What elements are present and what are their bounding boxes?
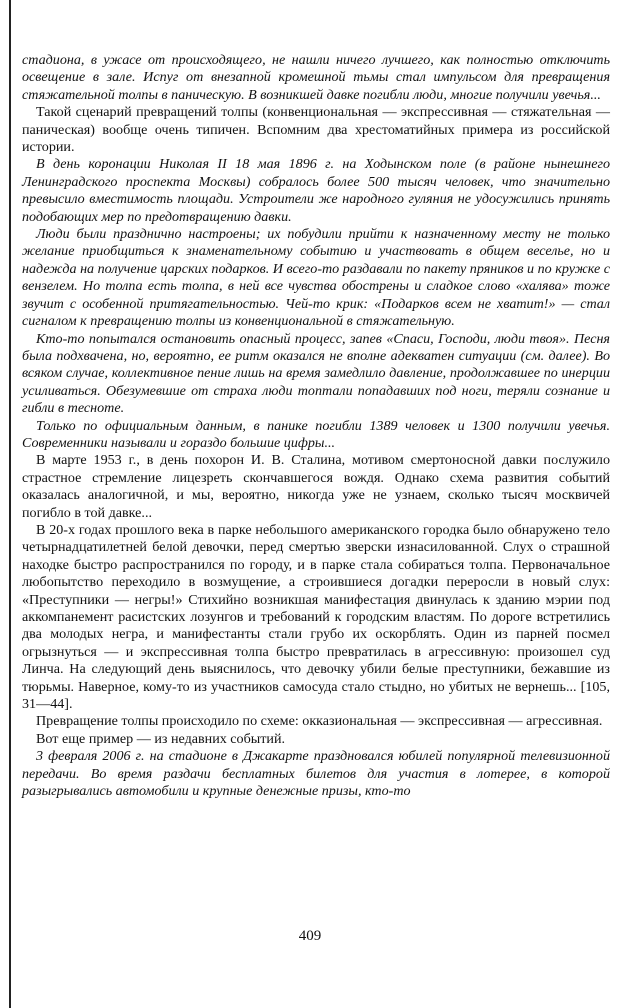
paragraph-6: Только по официальным данным, в панике погибли 1389 человек и 1300 получили увечья. Современники называли и гораздо большие цифры...	[22, 417, 610, 451]
paragraph-9: Превращение толпы происходило по схеме: окказиональная — экспрессивная — агрессивная.	[36, 713, 603, 730]
page-edge-line	[9, 0, 11, 1008]
paragraph-5: Кто-то попытался остановить опасный процесс, запев «Спаси, Господи, люди твоя». Песня была подхвачена, но, вероятно, ее ритм оказался не вполне адекватен ситуации (см. далее). Во всяком случае, коллективное пение лишь на время замедлило давление, продолжавшее по инерции усиливаться. Обезумевшие от страха люди топтали попадавших под ноги, теряли сознание и гибли в тесноте.	[22, 330, 610, 417]
paragraph-10: Вот еще пример — из недавних событий.	[36, 730, 286, 747]
paragraph-11: 3 февраля 2006 г. на стадионе в Джакарте праздновался юбилей популярной телевизионной передачи. Во время раздачи бесплатных билетов для участия в лотерее, в которой разыгрывались автомобили и крупные денежные призы, кто-то	[22, 748, 610, 800]
page-text	[22, 52, 610, 800]
paragraph-8: В 20-х годах прошлого века в парке небольшого американского городка было обнаружено тело четырнадцатилетней белой девочки, перед смертью зверски изнасилованной. Слух о страшной находке быстро распространился по городу, и в парке стала собираться толпа. Первоначальное любопытство переходило в возмущение, а строившиеся догадки переросли в новый слух: «Преступники — негры!» Стихийно возникшая манифестация двинулась к зданию мэрии под аккомпанемент расистских лозунгов и требований к городским властям. По дороге встретились два молодых негра, и манифестанты стали грубо их оскорблять. Один из парней посмел огрызнуться — и экспрессивная толпа быстро превратилась в агрессивную: произошел суд Линча. На следующий день выяснилось, что девочку убили белые преступники, бежавшие из тюрьмы. Наверное, кому-то из участников самосуда стало стыдно, но убитых не вернешь... [105, 31—44].	[22, 521, 610, 713]
paragraph-4: Люди были празднично настроены; их побудили прийти к назначенному месту не только желание приобщиться к знаменательному событию и участвовать в общем веселье, но и надежда на получение царских подарков. И всего-то раздавали по пакету пряников и по кружке с вензелем. Но толпа есть толпа, в ней все чувства обострены и сладкое слово «халява» тоже звучит с особенной притягательностью. Чей-то крик: «Подарков всем не хватит!» — стал сигналом к превращению толпы из конвенциональной в стяжательную.	[22, 226, 610, 330]
paragraph-1: стадиона, в ужасе от происходящего, не нашли ничего лучшего, как полностью отключить освещение в зале. Испуг от внезапной кромешной тьмы стал импульсом для превращения стяжательной толпы в паническую. В возникшей давке погибли люди, многие получили увечья...	[22, 52, 610, 103]
paragraph-2: Такой сценарий превращений толпы (конвенциональная — экспрессивная — стяжательная — паническая) вообще очень типичен. Вспомним два хрестоматийных примера из российской истории.	[22, 104, 610, 156]
page-number: 409	[298, 928, 322, 944]
paragraph-7: В марте 1953 г., в день похорон И. В. Сталина, мотивом смертоносной давки послужило страстное стремление лицезреть скончавшегося вождя. Однако схема развития событий оказалась аналогичной, и мы, вероятно, никогда уже не узнаем, сколько тысяч москвичей погибло в той давке...	[22, 452, 610, 521]
paragraph-3: В день коронации Николая II 18 мая 1896 г. на Ходынском поле (в районе нынешнего Ленинградского проспекта Москвы) собралось более 500 тысяч человек, что значительно превысило вместимость площади. Устроители же народного гуляния не удосужились принять подобающих мер по предотвращению давки.	[22, 156, 610, 225]
